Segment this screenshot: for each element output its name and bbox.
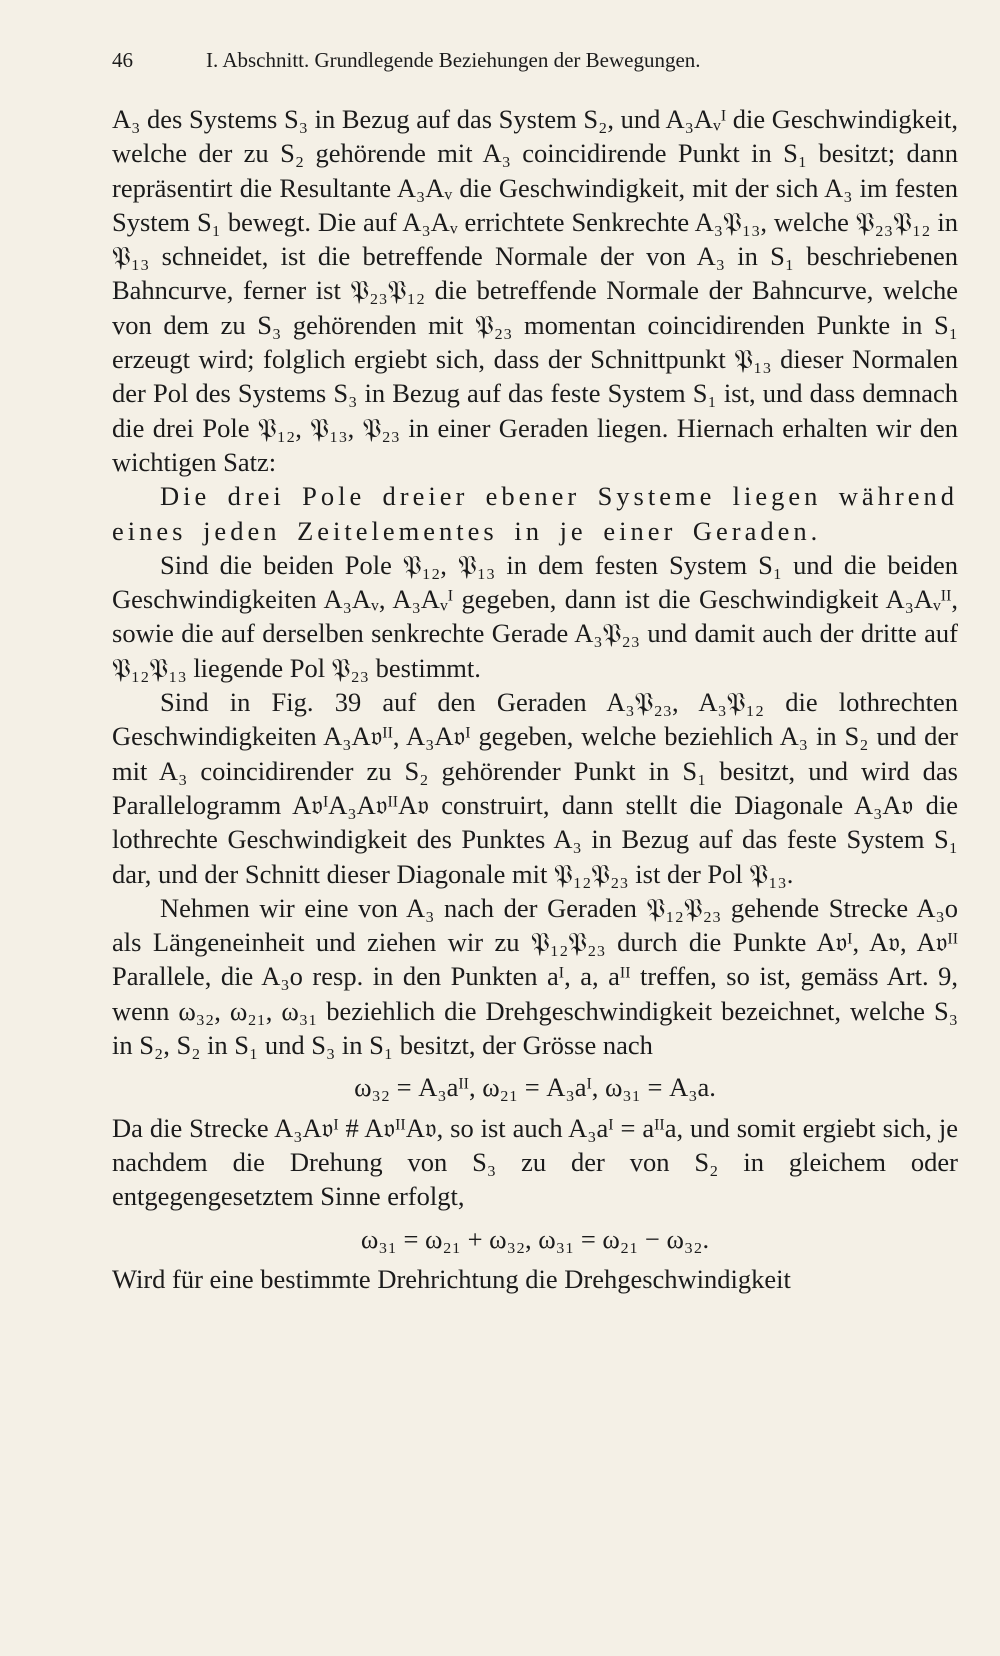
paragraph: Sind die beiden Pole 𝔓₁₂, 𝔓₁₃ in dem festen System S₁ und die beiden Geschwindigkeiten A₃Aᵥ, A₃Aᵥᴵ gegeben, dann ist die Geschwindigkeit A₃Aᵥᴵᴵ, sowie die auf derselben senkrechte Gerade A₃𝔓₂₃ und damit auch der dritte auf 𝔓₁₂𝔓₁₃ liegende Pol 𝔓₂₃ bestimmt.	[112, 549, 958, 683]
theorem-statement: Die drei Pole dreier ebener Systeme liegen während eines jeden Zeitelementes in je einer Geraden.	[112, 481, 958, 546]
running-title: I. Abschnitt. Grundlegende Beziehungen der Bewegungen.	[206, 48, 701, 72]
formula: ω₃₁ = ω₂₁ + ω₃₂, ω₃₁ = ω₂₁ − ω₃₂.	[360, 1223, 710, 1254]
page-body	[112, 102, 958, 1296]
paragraph: Da die Strecke A₃A𝔳ᴵ # A𝔳ᴵᴵA𝔳, so ist auch A₃aᴵ = aᴵᴵa, und somit ergiebt sich, je nachdem die Drehung von S₃ zu der von S₂ in gleichem oder entgegengesetztem Sinne erfolgt,	[112, 1112, 958, 1212]
paragraph: Wird für eine bestimmte Drehrichtung die Drehgeschwindigkeit	[112, 1263, 791, 1294]
book-page	[112, 40, 958, 1296]
paragraph: Sind in Fig. 39 auf den Geraden A₃𝔓₂₃, A₃𝔓₁₂ die lothrechten Geschwindigkeiten A₃A𝔳ᴵᴵ, A₃A𝔳ᴵ gegeben, welche beziehlich A₃ in S₂ und der mit A₃ coincidirender zu S₂ gehörender Punkt in S₁ besitzt, und wird das Parallelogramm A𝔳ᴵA₃A𝔳ᴵᴵA𝔳 construirt, dann stellt die Diagonale A₃A𝔳 die lothrechte Geschwindigkeit des Punktes A₃ in Bezug auf das feste System S₁ dar, und der Schnitt dieser Diagonale mit 𝔓₁₂𝔓₂₃ ist der Pol 𝔓₁₃.	[112, 687, 958, 889]
running-header	[112, 40, 958, 80]
paragraph-continued: A₃ des Systems S₃ in Bezug auf das System S₂, und A₃Aᵥᴵ die Geschwindigkeit, welche der zu S₂ gehörende mit A₃ coincidirende Punkt in S₁ besitzt; dann repräsentirt die Resultante A₃Aᵥ die Geschwindigkeit, mit der sich A₃ im festen System S₁ bewegt. Die auf A₃Aᵥ errichtete Senkrechte A₃𝔓₁₃, welche 𝔓₂₃𝔓₁₂ in 𝔓₁₃ schneidet, ist die betreffende Normale der von A₃ in S₁ beschriebenen Bahncurve, ferner ist 𝔓₂₃𝔓₁₂ die betreffende Normale der Bahncurve, welche von dem zu S₃ gehörenden mit 𝔓₂₃ momentan coincidirenden Punkte in S₁ erzeugt wird; folglich ergiebt sich, dass der Schnittpunkt 𝔓₁₃ dieser Normalen der Pol des Systems S₃ in Bezug auf das feste System S₁ ist, und dass demnach die drei Pole 𝔓₁₂, 𝔓₁₃, 𝔓₂₃ in einer Geraden liegen. Hiernach erhalten wir den wichtigen Satz:	[112, 104, 958, 477]
paragraph: Nehmen wir eine von A₃ nach der Geraden 𝔓₁₂𝔓₂₃ gehende Strecke A₃o als Längeneinheit und ziehen wir zu 𝔓₁₂𝔓₂₃ durch die Punkte A𝔳ᴵ, A𝔳, A𝔳ᴵᴵ Parallele, die A₃o resp. in den Punkten aᴵ, a, aᴵᴵ treffen, so ist, gemäss Art. 9, wenn ω₃₂, ω₂₁, ω₃₁ beziehlich die Drehgeschwindigkeit bezeichnet, welche S₃ in S₂, S₂ in S₁ und S₃ in S₁ besitzt, der Grösse nach	[112, 892, 958, 1061]
formula: ω₃₂ = A₃aᴵᴵ, ω₂₁ = A₃aᴵ, ω₃₁ = A₃a.	[354, 1072, 716, 1103]
page-number: 46	[112, 48, 133, 72]
